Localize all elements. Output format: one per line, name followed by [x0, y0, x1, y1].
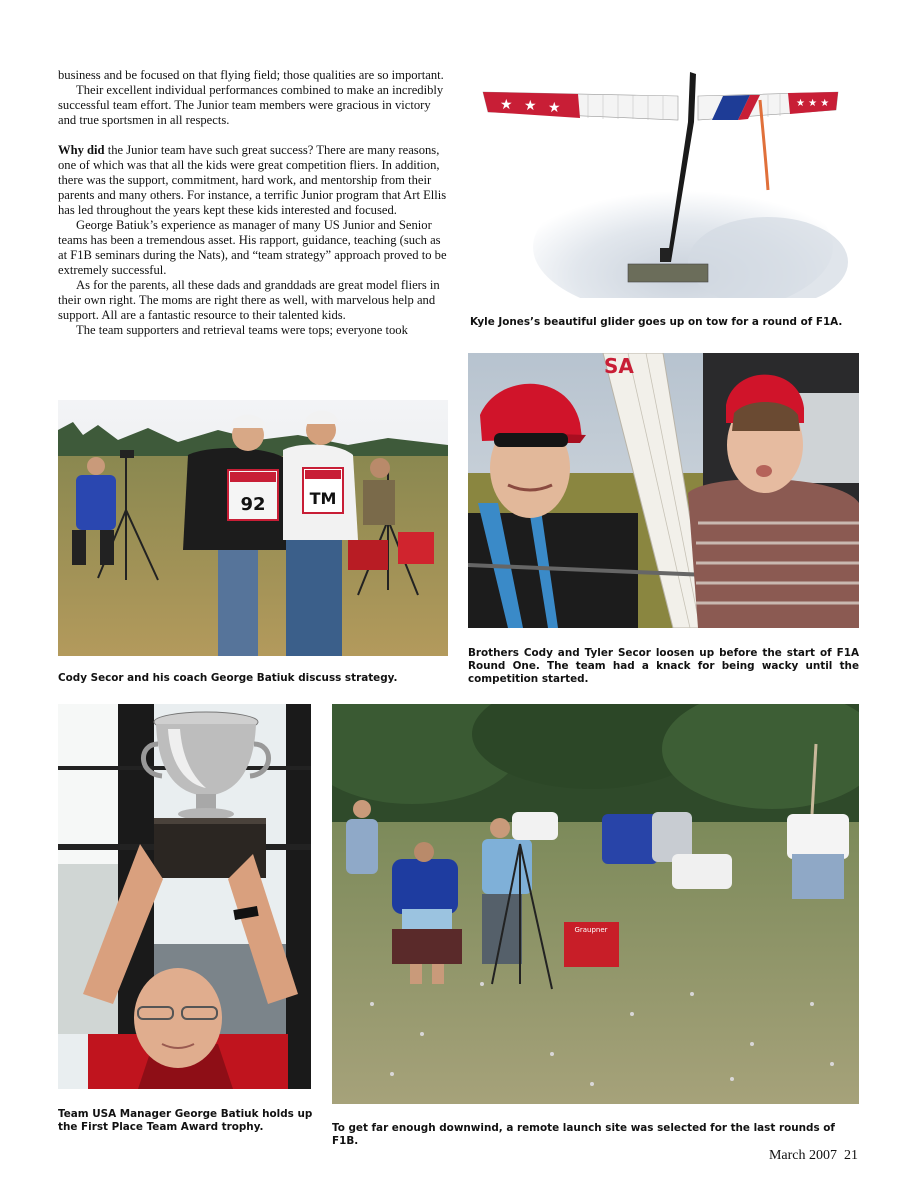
glider-caption: Kyle Jones’s beautiful glider goes up on tow for a round of F1A.: [470, 316, 843, 328]
article-paragraph: George Batiuk’s experience as manager of many US Junior and Senior teams has been a tremendous asset. His rapport, guidance, teaching (such as at F1B seminars during the Nats), and “team strategy” approach proved to be extremely successful.: [58, 218, 447, 277]
svg-text:★ ★ ★: ★ ★ ★: [796, 98, 830, 109]
page-folio: March 2007 21: [768, 1148, 858, 1163]
trophy-caption: Team USA Manager George Batiuk holds up the First Place Team Award trophy.: [58, 1108, 313, 1133]
article-paragraph-text: the Junior team have such great success? There are many reasons, one of which was that all the kids were great competition fliers. In addition, there was the support, commitment, hard work, and mentorship from their parents and many others. For instance, a terrific Junior program that Art Ellis has led throughout the years kept these kids interested and focused.: [58, 143, 447, 217]
trophy-illustration: [58, 704, 311, 1089]
brothers-photo: [468, 353, 859, 628]
bib-team: TM: [309, 489, 337, 508]
chair-brand: Graupner: [574, 926, 608, 934]
svg-text:★: ★: [524, 98, 537, 114]
coach-illustration: [58, 400, 448, 656]
svg-text:★: ★: [500, 97, 513, 113]
svg-text:★: ★: [548, 100, 561, 116]
bib-number: 92: [240, 494, 266, 515]
article-paragraph: As for the parents, all these dads and granddads are great model fliers in their own right. The moms are right there as well, with marvelous help and support. All are a fantastic resource to their talented kids.: [58, 278, 440, 322]
article-paragraph: The team supporters and retrieval teams were tops; everyone took: [76, 323, 408, 337]
coach-caption: Cody Secor and his coach George Batiuk discuss strategy.: [58, 672, 398, 684]
launch-illustration: [332, 704, 859, 1104]
wing-lettering: SA: [604, 354, 634, 378]
glider-illustration: [468, 62, 858, 298]
launch-caption: To get far enough downwind, a remote launch site was selected for the last rounds of F1B.: [332, 1122, 835, 1147]
launch-photo: [332, 704, 859, 1104]
article-paragraph: business and be focused on that flying field; those qualities are so important.: [58, 68, 444, 82]
trophy-photo: [58, 704, 311, 1089]
brothers-caption: Brothers Cody and Tyler Secor loosen up before the start of F1A Round One. The team had a knack for being wacky until the competition started.: [468, 647, 859, 685]
article-column: [58, 68, 450, 338]
article-paragraph: Their excellent individual performances combined to make an incredibly successful team effort. The Junior team members were gracious in victory and true sportsmen in all respects.: [58, 83, 444, 127]
article-paragraph: [58, 143, 450, 218]
glider-photo: [468, 62, 858, 298]
lead-in: Why did: [58, 143, 105, 157]
brothers-illustration: [468, 353, 859, 628]
coach-photo: [58, 400, 448, 656]
